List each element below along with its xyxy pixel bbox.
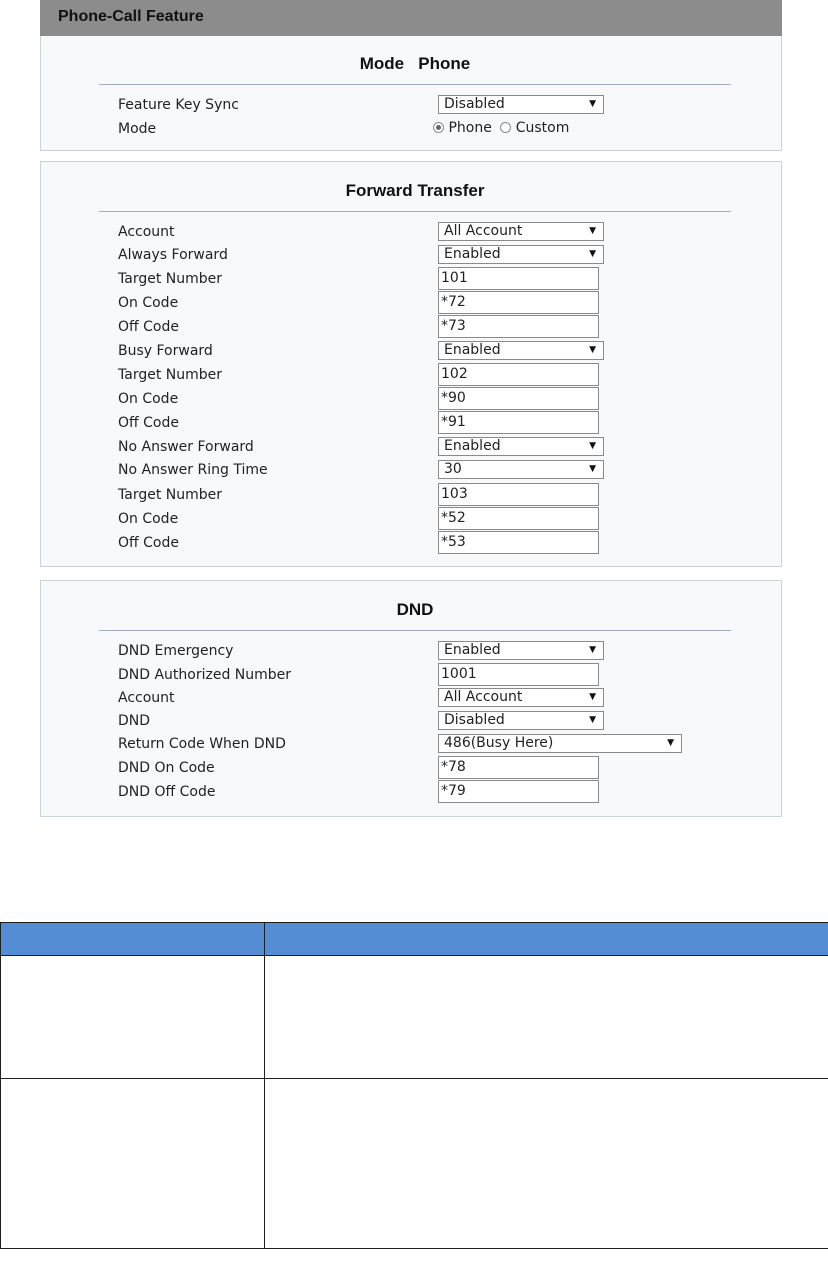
always-on-code-label: On Code <box>118 295 179 311</box>
noanswer-off-code-label: Off Code <box>118 535 179 551</box>
always-off-code-label: Off Code <box>118 319 179 335</box>
mode-row <box>41 118 783 142</box>
noanswer-ring-time-select[interactable] <box>438 460 604 479</box>
dnd-label: DND <box>118 713 151 729</box>
noanswer-off-code-row <box>41 532 783 556</box>
dnd-authorized-number-label: DND Authorized Number <box>118 667 292 683</box>
dnd-account-row <box>41 687 783 711</box>
dropdown-arrow-icon: ▼ <box>589 441 596 451</box>
dnd-section-title: DND <box>396 600 434 619</box>
dnd-off-code-row <box>41 781 783 805</box>
busy-off-code-label: Off Code <box>118 415 179 431</box>
dnd-emergency-row <box>41 640 783 664</box>
page-title: Phone-Call Feature <box>58 8 204 25</box>
busy-forward-select[interactable] <box>438 341 604 360</box>
mode-section <box>40 36 782 151</box>
feature-key-sync-select[interactable] <box>438 95 604 114</box>
busy-off-code-row <box>41 412 783 436</box>
dnd-return-code-value: 486(Busy Here) <box>444 735 554 751</box>
dnd-off-code-label: DND Off Code <box>118 784 216 800</box>
dnd-account-label: Account <box>118 690 175 706</box>
always-on-code-row <box>41 292 783 316</box>
dnd-authorized-number-row <box>41 664 783 688</box>
dnd-return-code-row <box>41 733 783 757</box>
mode-phone-label[interactable]: Phone <box>448 120 492 136</box>
forward-transfer-section <box>40 161 782 567</box>
noanswer-target-input[interactable]: 103 <box>438 483 599 506</box>
dnd-off-code-input[interactable]: *79 <box>438 780 599 803</box>
mode-custom-radio[interactable] <box>500 122 511 133</box>
mode-phone-radio[interactable] <box>433 122 444 133</box>
dnd-on-code-label: DND On Code <box>118 760 215 776</box>
busy-forward-value: Enabled <box>444 342 501 358</box>
busy-forward-label: Busy Forward <box>118 343 213 359</box>
noanswer-forward-value: Enabled <box>444 438 501 454</box>
dnd-authorized-number-input[interactable]: 1001 <box>438 663 599 686</box>
table-row <box>1 956 828 1079</box>
dnd-return-code-select[interactable] <box>438 734 682 753</box>
forward-section-divider <box>99 211 731 212</box>
forward-account-row <box>41 221 783 245</box>
dropdown-arrow-icon: ▼ <box>589 692 596 702</box>
forward-section-title: Forward Transfer <box>345 181 485 200</box>
dnd-select[interactable] <box>438 711 604 730</box>
feature-key-sync-row <box>41 94 783 118</box>
always-target-label: Target Number <box>118 271 223 287</box>
dropdown-arrow-icon: ▼ <box>589 715 596 725</box>
table-cell <box>1 1079 265 1249</box>
busy-on-code-label: On Code <box>118 391 179 407</box>
always-forward-row <box>41 244 783 268</box>
table-header-cell <box>1 923 265 956</box>
noanswer-forward-row <box>41 436 783 460</box>
mode-label: Mode <box>118 121 157 137</box>
feature-key-sync-value: Disabled <box>444 96 505 112</box>
dropdown-arrow-icon: ▼ <box>589 645 596 655</box>
table-header-cell <box>265 923 828 956</box>
dropdown-arrow-icon: ▼ <box>589 226 596 236</box>
always-off-code-row <box>41 316 783 340</box>
dnd-emergency-value: Enabled <box>444 642 501 658</box>
busy-on-code-input[interactable]: *90 <box>438 387 599 410</box>
forward-account-label: Account <box>118 224 175 240</box>
always-target-row <box>41 268 783 292</box>
noanswer-on-code-row <box>41 508 783 532</box>
always-on-code-input[interactable]: *72 <box>438 291 599 314</box>
noanswer-ring-time-value: 30 <box>444 461 462 477</box>
noanswer-on-code-input[interactable]: *52 <box>438 507 599 530</box>
dropdown-arrow-icon: ▼ <box>589 464 596 474</box>
always-target-input[interactable]: 101 <box>438 267 599 290</box>
dnd-on-code-input[interactable]: *78 <box>438 756 599 779</box>
noanswer-forward-label: No Answer Forward <box>118 439 254 455</box>
always-forward-value: Enabled <box>444 246 501 262</box>
busy-target-row <box>41 364 783 388</box>
mode-radio-group <box>433 120 569 136</box>
busy-target-input[interactable]: 102 <box>438 363 599 386</box>
dnd-row <box>41 710 783 734</box>
noanswer-target-label: Target Number <box>118 487 223 503</box>
dropdown-arrow-icon: ▼ <box>667 738 674 748</box>
feature-key-sync-label: Feature Key Sync <box>118 97 239 113</box>
dnd-section-divider <box>99 630 731 631</box>
dnd-account-select[interactable] <box>438 688 604 707</box>
dropdown-arrow-icon: ▼ <box>589 249 596 259</box>
dnd-account-value: All Account <box>444 689 523 705</box>
table-cell <box>265 1079 828 1249</box>
always-forward-label: Always Forward <box>118 247 228 263</box>
forward-account-value: All Account <box>444 223 523 239</box>
always-off-code-input[interactable]: *73 <box>438 315 599 338</box>
dnd-emergency-label: DND Emergency <box>118 643 234 659</box>
noanswer-off-code-input[interactable]: *53 <box>438 531 599 554</box>
busy-forward-row <box>41 340 783 364</box>
forward-account-select[interactable] <box>438 222 604 241</box>
noanswer-ring-time-row <box>41 459 783 483</box>
noanswer-ring-time-label: No Answer Ring Time <box>118 462 268 478</box>
noanswer-target-row <box>41 484 783 508</box>
table-cell <box>265 956 828 1079</box>
dropdown-arrow-icon: ▼ <box>589 99 596 109</box>
dnd-section <box>40 580 782 817</box>
always-forward-select[interactable] <box>438 245 604 264</box>
feature-header-bar <box>40 0 782 37</box>
busy-on-code-row <box>41 388 783 412</box>
dnd-on-code-row <box>41 757 783 781</box>
table-row <box>1 1079 828 1249</box>
mode-section-divider <box>99 84 731 85</box>
dnd-emergency-select[interactable] <box>438 641 604 660</box>
mode-custom-label[interactable]: Custom <box>515 120 570 136</box>
dropdown-arrow-icon: ▼ <box>589 345 596 355</box>
busy-target-label: Target Number <box>118 367 223 383</box>
noanswer-on-code-label: On Code <box>118 511 179 527</box>
dnd-value: Disabled <box>444 712 505 728</box>
dnd-return-code-label: Return Code When DND <box>118 736 286 752</box>
mode-section-title: Mode Phone <box>359 54 471 73</box>
table-cell <box>1 956 265 1079</box>
table-header-row <box>1 923 828 956</box>
noanswer-forward-select[interactable] <box>438 437 604 456</box>
parameter-table <box>0 922 828 1249</box>
busy-off-code-input[interactable]: *91 <box>438 411 599 434</box>
